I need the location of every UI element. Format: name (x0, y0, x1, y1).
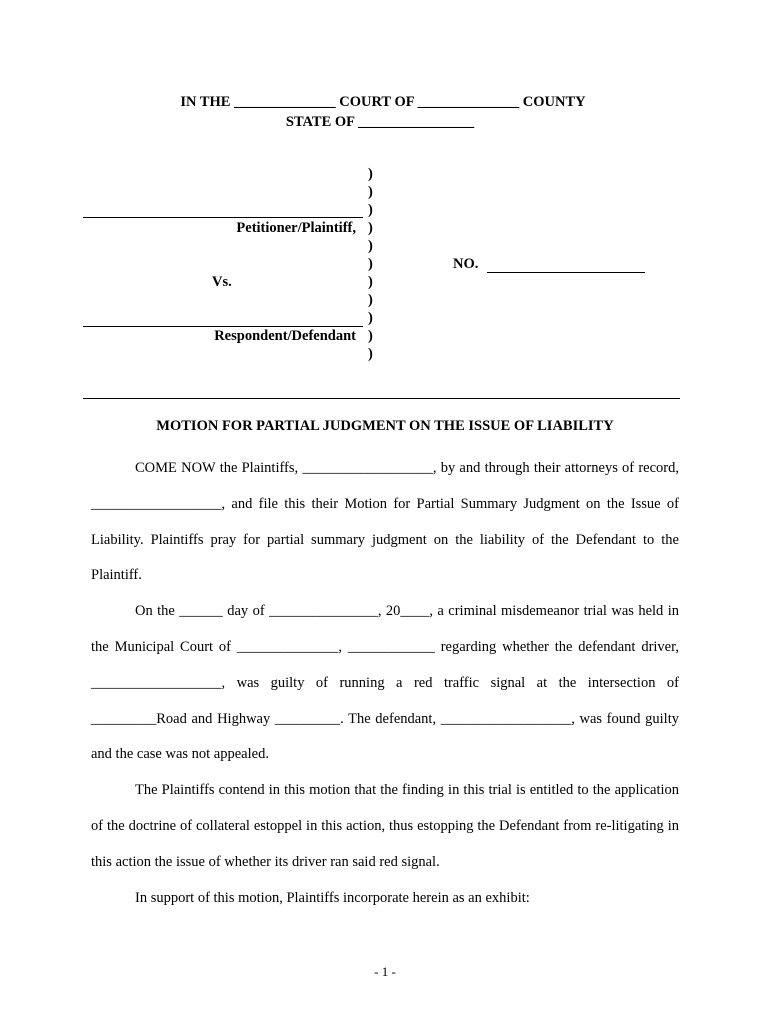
caption-paren: ) (368, 256, 373, 272)
petitioner-name-line (83, 217, 363, 218)
body-paragraph: On the ______ day of _______________, 20____, a criminal misdemeanor trial was held in the Municipal Court of ______________, ____________ regarding whether the defendant driver, __________________, was guilty of running a red traffic signal at the intersection of _________Road and Highway _________. The defendant, __________________, was found guilty and the case was not appealed. (91, 603, 679, 763)
caption-paren: ) (368, 310, 373, 326)
caption-divider (83, 398, 680, 399)
petitioner-label: Petitioner/Plaintiff, (236, 220, 356, 236)
caption-paren: ) (368, 346, 373, 362)
caption-paren: ) (368, 328, 373, 344)
body-paragraph: The Plaintiffs contend in this motion that the finding in this trial is entitled to the application of the doctrine of collateral estoppel in this action, thus estopping the Defendant from re-litigating in this action the issue of whether its driver ran said red signal. (91, 782, 679, 870)
court-header-line: IN THE ______________ COURT OF ______________ COUNTY (180, 94, 586, 110)
caption-paren-column (368, 165, 380, 363)
document-body (91, 451, 679, 916)
caption-paren: ) (368, 184, 373, 200)
caption-paren: ) (368, 202, 373, 218)
caption-paren: ) (368, 238, 373, 254)
document-title: MOTION FOR PARTIAL JUDGMENT ON THE ISSUE OF LIABILITY (156, 418, 614, 434)
caption-paren: ) (368, 274, 373, 290)
state-header-line: STATE OF ________________ (285, 114, 475, 130)
versus-label: Vs. (212, 274, 232, 290)
body-paragraph: COME NOW the Plaintiffs, __________________, by and through their attorneys of record, __________________, and file this their Motion for Partial Summary Judgment on the Issue of Liability. Plaintiffs pray for partial summary judgment on the liability of the Defendant to the Plaintiff. (91, 460, 679, 584)
respondent-label: Respondent/Defendant (214, 328, 356, 344)
caption-paren: ) (368, 292, 373, 308)
caption-paren: ) (368, 166, 373, 182)
respondent-name-line (83, 326, 363, 327)
page-number: - 1 - (374, 964, 396, 979)
case-number-line (487, 272, 645, 273)
caption-paren: ) (368, 220, 373, 236)
case-number-label: NO. (453, 256, 479, 272)
body-paragraph: In support of this motion, Plaintiffs incorporate herein as an exhibit: (135, 889, 530, 906)
